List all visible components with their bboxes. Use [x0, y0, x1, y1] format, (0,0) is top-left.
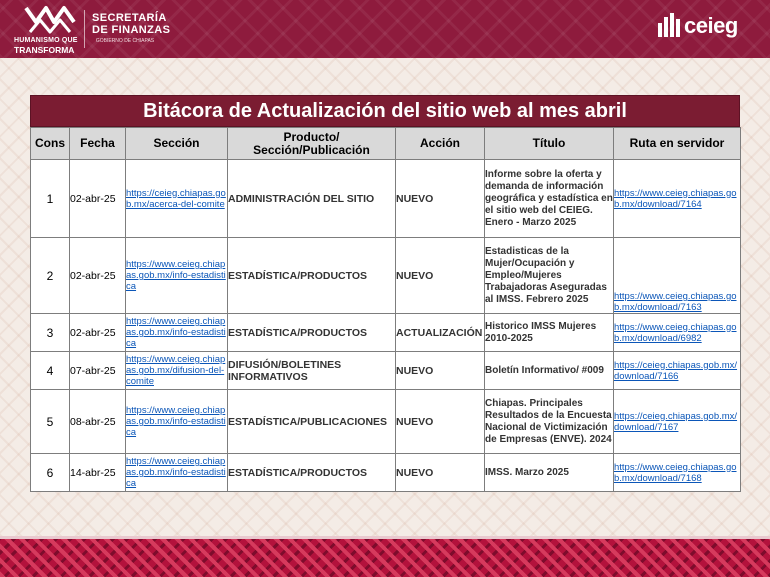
- cell-titulo: Historico IMSS Mujeres 2010-2025: [485, 314, 614, 352]
- cell-ruta-link[interactable]: https://www.ceieg.chiapas.gob.mx/download/7168: [614, 454, 741, 492]
- table-row: [31, 454, 741, 492]
- cell-seccion-link[interactable]: https://ceieg.chiapas.gob.mx/acerca-del-comite: [126, 160, 228, 238]
- cell-accion: NUEVO: [396, 238, 485, 314]
- col-header-seccion: Sección: [126, 128, 228, 160]
- table-header-row: [31, 128, 741, 160]
- ceieg-bars-icon: [658, 13, 682, 37]
- table-row: [31, 352, 741, 390]
- secretaria-line1: SECRETARÍA: [92, 12, 167, 24]
- logo-text-line2: TRANSFORMA: [14, 45, 75, 55]
- cell-titulo: IMSS. Marzo 2025: [485, 454, 614, 492]
- cell-fecha: 07-abr-25: [70, 352, 126, 390]
- cell-ruta-link[interactable]: https://www.ceieg.chiapas.gob.mx/download/7164: [614, 160, 741, 238]
- table-title: Bitácora de Actualización del sitio web al mes abril: [30, 95, 740, 127]
- cell-seccion-link[interactable]: https://www.ceieg.chiapas.gob.mx/info-estadistica: [126, 390, 228, 454]
- cell-producto: DIFUSIÓN/BOLETINES INFORMATIVOS: [228, 352, 396, 390]
- cell-titulo: Boletín Informativo/ #009: [485, 352, 614, 390]
- ceieg-logo: [658, 13, 738, 42]
- cell-accion: ACTUALIZACIÓN: [396, 314, 485, 352]
- table-row: [31, 160, 741, 238]
- cell-producto: ESTADÍSTICA/PRODUCTOS: [228, 454, 396, 492]
- secretaria-line2: DE FINANZAS: [92, 24, 171, 36]
- cell-cons: 6: [31, 454, 70, 492]
- cell-fecha: 02-abr-25: [70, 238, 126, 314]
- cell-producto: ESTADÍSTICA/PRODUCTOS: [228, 314, 396, 352]
- cell-ruta-link[interactable]: https://ceieg.chiapas.gob.mx/download/7166: [614, 352, 741, 390]
- cell-titulo: Informe sobre la oferta y demanda de información geográfica y estadística en el sitio web del CEIEG. Enero - Marzo 2025: [485, 160, 614, 238]
- logo-text-line1: HUMANISMO QUE: [14, 37, 78, 44]
- cell-ruta-link[interactable]: https://ceieg.chiapas.gob.mx/download/7167: [614, 390, 741, 454]
- ceieg-wordmark: ceieg: [684, 13, 738, 38]
- header-divider: [84, 10, 85, 48]
- cell-fecha: 02-abr-25: [70, 160, 126, 238]
- cell-titulo: Estadisticas de la Mujer/Ocupación y Empleo/Mujeres Trabajadoras Aseguradas al IMSS. Febrero 2025: [485, 238, 614, 314]
- cell-cons: 4: [31, 352, 70, 390]
- cell-producto: ESTADÍSTICA/PRODUCTOS: [228, 238, 396, 314]
- cell-cons: 1: [31, 160, 70, 238]
- emblem-icon: [22, 4, 78, 36]
- cell-cons: 5: [31, 390, 70, 454]
- cell-accion: NUEVO: [396, 390, 485, 454]
- cell-fecha: 08-abr-25: [70, 390, 126, 454]
- cell-cons: 2: [31, 238, 70, 314]
- cell-seccion-link[interactable]: https://www.ceieg.chiapas.gob.mx/info-estadistica: [126, 454, 228, 492]
- header-bar: [0, 0, 770, 58]
- cell-seccion-link[interactable]: https://www.ceieg.chiapas.gob.mx/difusion-del-comite: [126, 352, 228, 390]
- cell-accion: NUEVO: [396, 352, 485, 390]
- cell-accion: NUEVO: [396, 160, 485, 238]
- humanismo-logo: [14, 4, 86, 54]
- table-row: [31, 238, 741, 314]
- cell-ruta-link[interactable]: https://www.ceieg.chiapas.gob.mx/download/6982: [614, 314, 741, 352]
- cell-cons: 3: [31, 314, 70, 352]
- table-row: [31, 390, 741, 454]
- cell-ruta-link[interactable]: https://www.ceieg.chiapas.gob.mx/download/7163: [614, 238, 741, 314]
- cell-titulo: Chiapas. Principales Resultados de la Encuesta Nacional de Victimización de Empresas (ENVE). 2024: [485, 390, 614, 454]
- col-header-producto: Producto/ Sección/Publicación: [228, 128, 396, 160]
- col-header-cons: Cons: [31, 128, 70, 160]
- cell-producto: ESTADÍSTICA/PUBLICACIONES: [228, 390, 396, 454]
- col-header-ruta: Ruta en servidor: [614, 128, 741, 160]
- col-header-accion: Acción: [396, 128, 485, 160]
- cell-producto: ADMINISTRACIÓN DEL SITIO: [228, 160, 396, 238]
- secretaria-subtitle: GOBIERNO DE CHIAPAS: [95, 38, 155, 44]
- cell-fecha: 02-abr-25: [70, 314, 126, 352]
- cell-seccion-link[interactable]: https://www.ceieg.chiapas.gob.mx/info-estadistica: [126, 238, 228, 314]
- log-table: [30, 127, 741, 492]
- table-row: [31, 314, 741, 352]
- secretaria-logo: [92, 12, 170, 44]
- col-header-fecha: Fecha: [70, 128, 126, 160]
- cell-seccion-link[interactable]: https://www.ceieg.chiapas.gob.mx/info-estadistica: [126, 314, 228, 352]
- col-header-titulo: Título: [485, 128, 614, 160]
- decorative-footer-band: [0, 536, 770, 577]
- cell-accion: NUEVO: [396, 454, 485, 492]
- cell-fecha: 14-abr-25: [70, 454, 126, 492]
